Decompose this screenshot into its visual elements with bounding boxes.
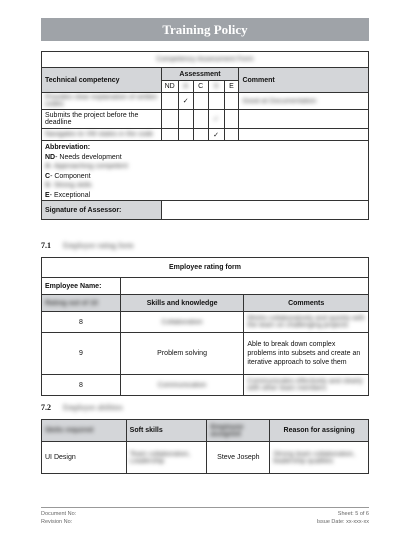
soft-skills-cell: Team collaboration, Leadership [126, 442, 207, 474]
rating-a: A [178, 81, 193, 93]
revision-number-label: Revision No: [41, 519, 73, 525]
rating-header: Rating out of 10 [42, 295, 121, 312]
skills-required-header: Skills required [42, 420, 127, 442]
abbreviation-title: Abbreviation: [45, 144, 91, 151]
comment-cell: Good at Documentation [239, 93, 369, 110]
reason-cell: Strong team collaboration, leadership qualities [270, 442, 369, 474]
reason-header: Reason for assigning [270, 420, 369, 442]
comment-cell [239, 129, 369, 141]
competency-cell: Provides clear explanation of written codes [42, 93, 162, 110]
abbreviation-box [42, 141, 369, 201]
signature-label: Signature of Assessor: [42, 201, 162, 220]
employee-cell: Steve Joseph [207, 442, 270, 474]
employee-name-field [120, 278, 368, 295]
technical-competency-header: Technical competency [42, 68, 162, 93]
assessment-header: Assessment [161, 68, 239, 81]
abbreviation-item: ND- Needs development [45, 153, 122, 161]
rating-cell: 8 [42, 375, 121, 396]
skill-cell: Problem solving [120, 333, 244, 375]
page-title: Training Policy [41, 18, 369, 41]
rating-form-title: Employee rating form [42, 258, 369, 278]
rating-c: C [193, 81, 208, 93]
rating-cell: 8 [42, 312, 121, 333]
comment-cell: Works collaboratively and quickly with the team on challenging projects [244, 312, 369, 333]
employee-assigned-header: Employee assigned [207, 420, 270, 442]
skills-header: Skills and knowledge [120, 295, 244, 312]
rating-nd: ND [161, 81, 178, 93]
comments-header: Comments [244, 295, 369, 312]
competency-cell: Submits the project before the deadline [42, 110, 162, 129]
checkmark-icon: ✓ [208, 129, 224, 141]
abbreviation-item: S- Strong skills [45, 182, 92, 189]
checkmark-icon: ✓ [208, 110, 224, 129]
footer-left [41, 510, 76, 526]
competency-assessment-table [41, 51, 369, 220]
skill-required-cell: UI Design [42, 442, 127, 474]
rating-cell: 9 [42, 333, 121, 375]
section-heading: 7.2 Employee abilities [41, 403, 123, 412]
signature-field [161, 201, 368, 220]
skill-cell: Collaboration [120, 312, 244, 333]
section-heading: 7.1 Employee rating form [41, 241, 134, 250]
competency-cell: Navigates to VM states in the code [42, 129, 162, 141]
rating-s: S [208, 81, 224, 93]
employee-name-label: Employee Name: [42, 278, 121, 295]
abbreviation-item: A- Approaching competent [45, 163, 128, 170]
comment-cell [239, 110, 369, 129]
form-caption: Competency Assessment Form [42, 52, 369, 68]
comment-header: Comment [239, 68, 369, 93]
employee-rating-table [41, 257, 369, 396]
abbreviation-item: C- Component [45, 172, 91, 180]
document-number-label: Document No: [41, 511, 77, 517]
comment-cell: Able to break down complex problems into subsets and create an iterative approach to solve them [244, 333, 369, 375]
issue-date: Issue Date: xx-xxx-xx [316, 519, 369, 525]
footer-divider [41, 507, 369, 508]
footer-right [317, 510, 369, 526]
employee-abilities-table [41, 419, 369, 474]
rating-e: E [224, 81, 239, 93]
abbreviation-item: E- Exceptional [45, 191, 91, 199]
comment-cell: Communicates effectively and clearly with other team members [244, 375, 369, 396]
skill-cell: Communication [120, 375, 244, 396]
soft-skills-header: Soft skills [126, 420, 207, 442]
sheet-number: Sheet: 5 of 6 [337, 511, 369, 517]
checkmark-icon: ✓ [178, 93, 193, 110]
